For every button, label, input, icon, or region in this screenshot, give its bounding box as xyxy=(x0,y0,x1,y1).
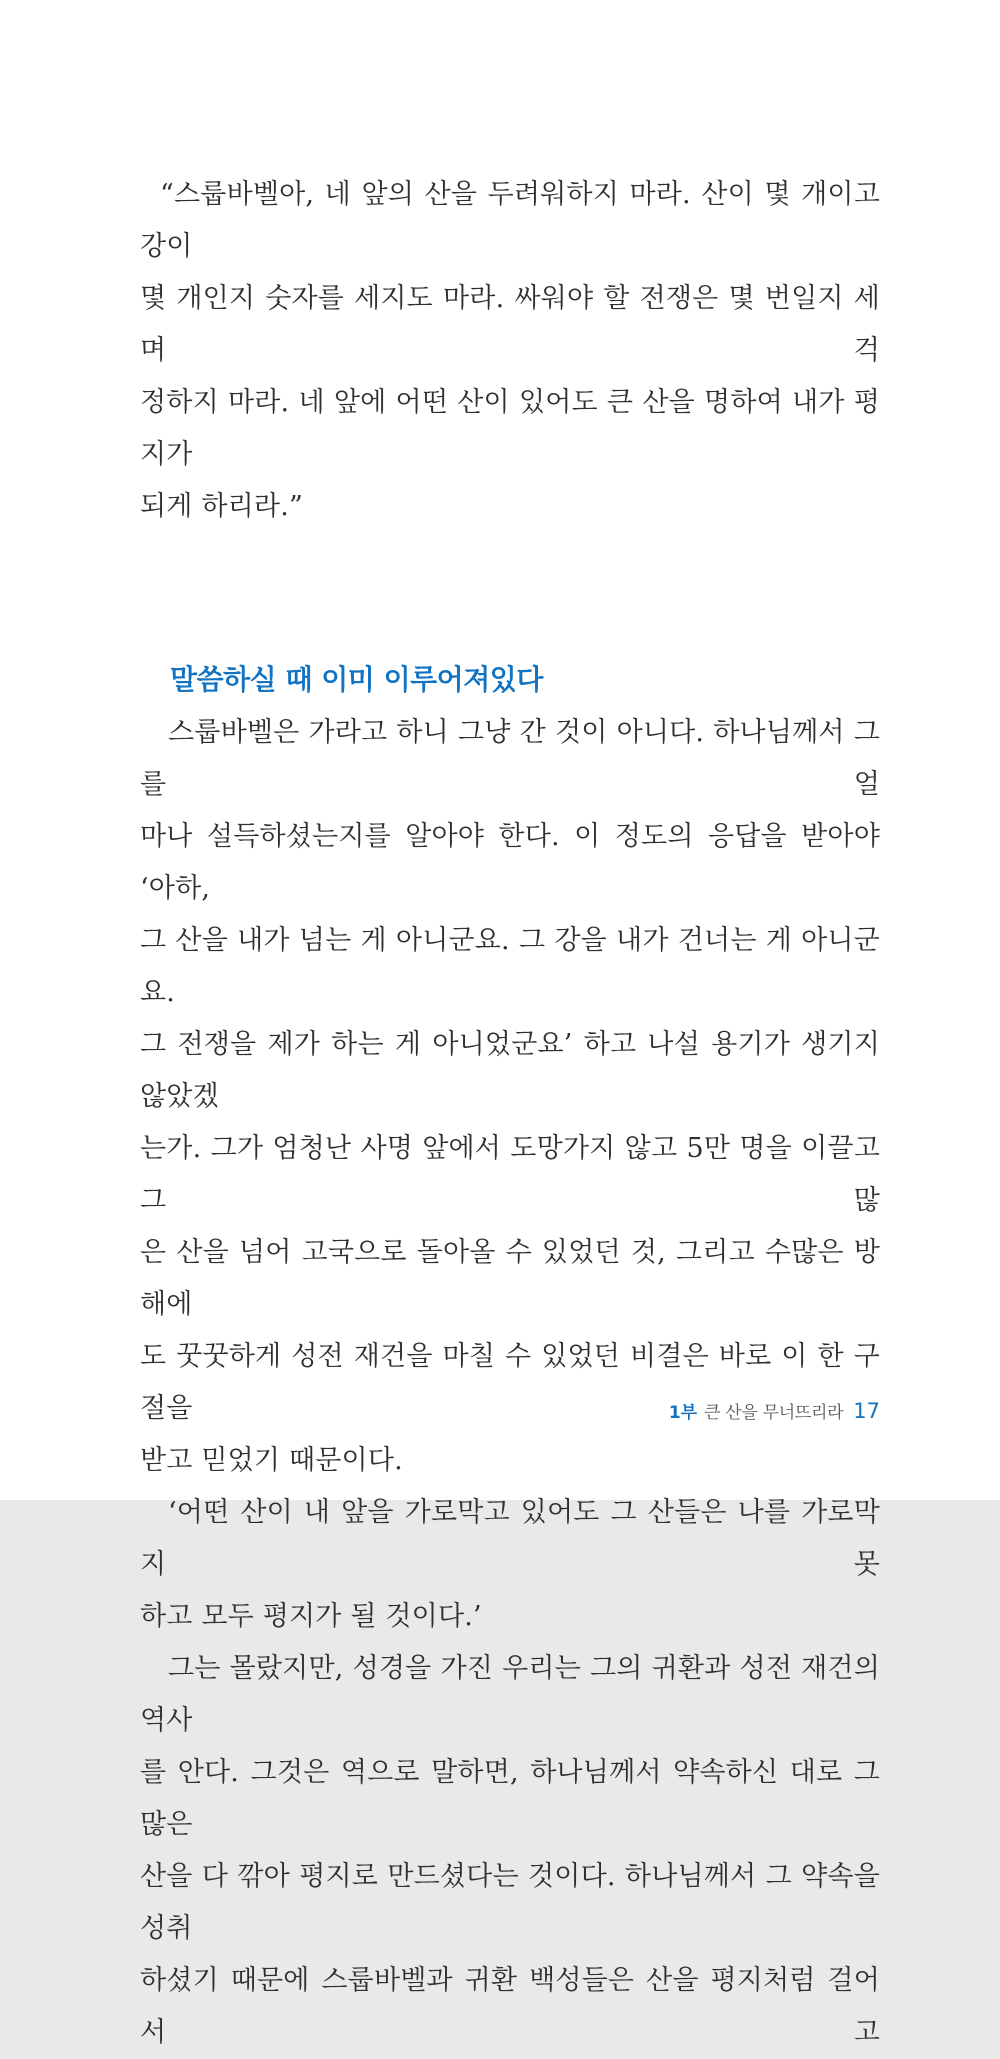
footer-chapter-title: 큰 산을 무너뜨리라 xyxy=(704,1403,844,1423)
quote-line: 되게 하리라.” xyxy=(140,491,303,522)
quote-line: “스룹바벨아, 네 앞의 산을 두려워하지 마라. 산이 몇 개이고 강이 xyxy=(140,179,880,262)
body-line: 그 전쟁을 제가 하는 게 아니었군요’ 하고 나설 용기가 생기지 않았겠 xyxy=(140,1029,880,1112)
footer-part-label: 1부 xyxy=(668,1403,698,1423)
body-paragraph xyxy=(140,1643,880,2059)
body-line: 은 산을 넘어 고국으로 돌아올 수 있었던 것, 그리고 수많은 방해에 xyxy=(140,1237,880,1320)
body-line: 도 꿋꿋하게 성전 재건을 마칠 수 있었던 비결은 바로 이 한 구절을 xyxy=(140,1341,880,1424)
body-line: 스룹바벨은 가라고 하니 그냥 간 것이 아니다. 하나님께서 그를 얼 xyxy=(140,717,880,800)
quote-line: 몇 개인지 숫자를 세지도 마라. 싸워야 할 전쟁은 몇 번일지 세며 걱 xyxy=(140,283,880,366)
body-line: 그 산을 내가 넘는 게 아니군요. 그 강을 내가 건너는 게 아니군요. xyxy=(140,925,880,1008)
body-line: 를 안다. 그것은 역으로 말하면, 하나님께서 약속하신 대로 그 많은 xyxy=(140,1757,880,1840)
body-line: 받고 믿었기 때문이다. xyxy=(140,1445,403,1476)
body-line: 하셨기 때문에 스룹바벨과 귀환 백성들은 산을 평지처럼 걸어서 고 xyxy=(140,1965,880,2048)
body-paragraph xyxy=(140,1487,880,1643)
quote-line: 정하지 마라. 네 앞에 어떤 산이 있어도 큰 산을 명하여 내가 평지가 xyxy=(140,387,880,470)
body-line: 하고 모두 평지가 될 것이다.’ xyxy=(140,1601,482,1632)
body-line: 그는 몰랐지만, 성경을 가진 우리는 그의 귀환과 성전 재건의 역사 xyxy=(140,1653,880,1736)
body-line: 마나 설득하셨는지를 알아야 한다. 이 정도의 응답을 받아야 ‘아하, xyxy=(140,821,880,904)
body-line: 산을 다 깎아 평지로 만드셨다는 것이다. 하나님께서 그 약속을 성취 xyxy=(140,1861,880,1944)
page-footer xyxy=(669,1398,880,1426)
page-content xyxy=(140,169,880,2059)
section-heading: 말씀하실 때 이미 이루어져있다 xyxy=(170,663,543,696)
body-paragraph xyxy=(140,707,880,1487)
body-line: 는가. 그가 엄청난 사명 앞에서 도망가지 않고 5만 명을 이끌고 그 많 xyxy=(140,1133,880,1216)
body-line: ‘어떤 산이 내 앞을 가로막고 있어도 그 산들은 나를 가로막지 못 xyxy=(140,1497,880,1580)
scripture-quote xyxy=(140,169,880,533)
footer-page-number: 17 xyxy=(853,1399,880,1423)
